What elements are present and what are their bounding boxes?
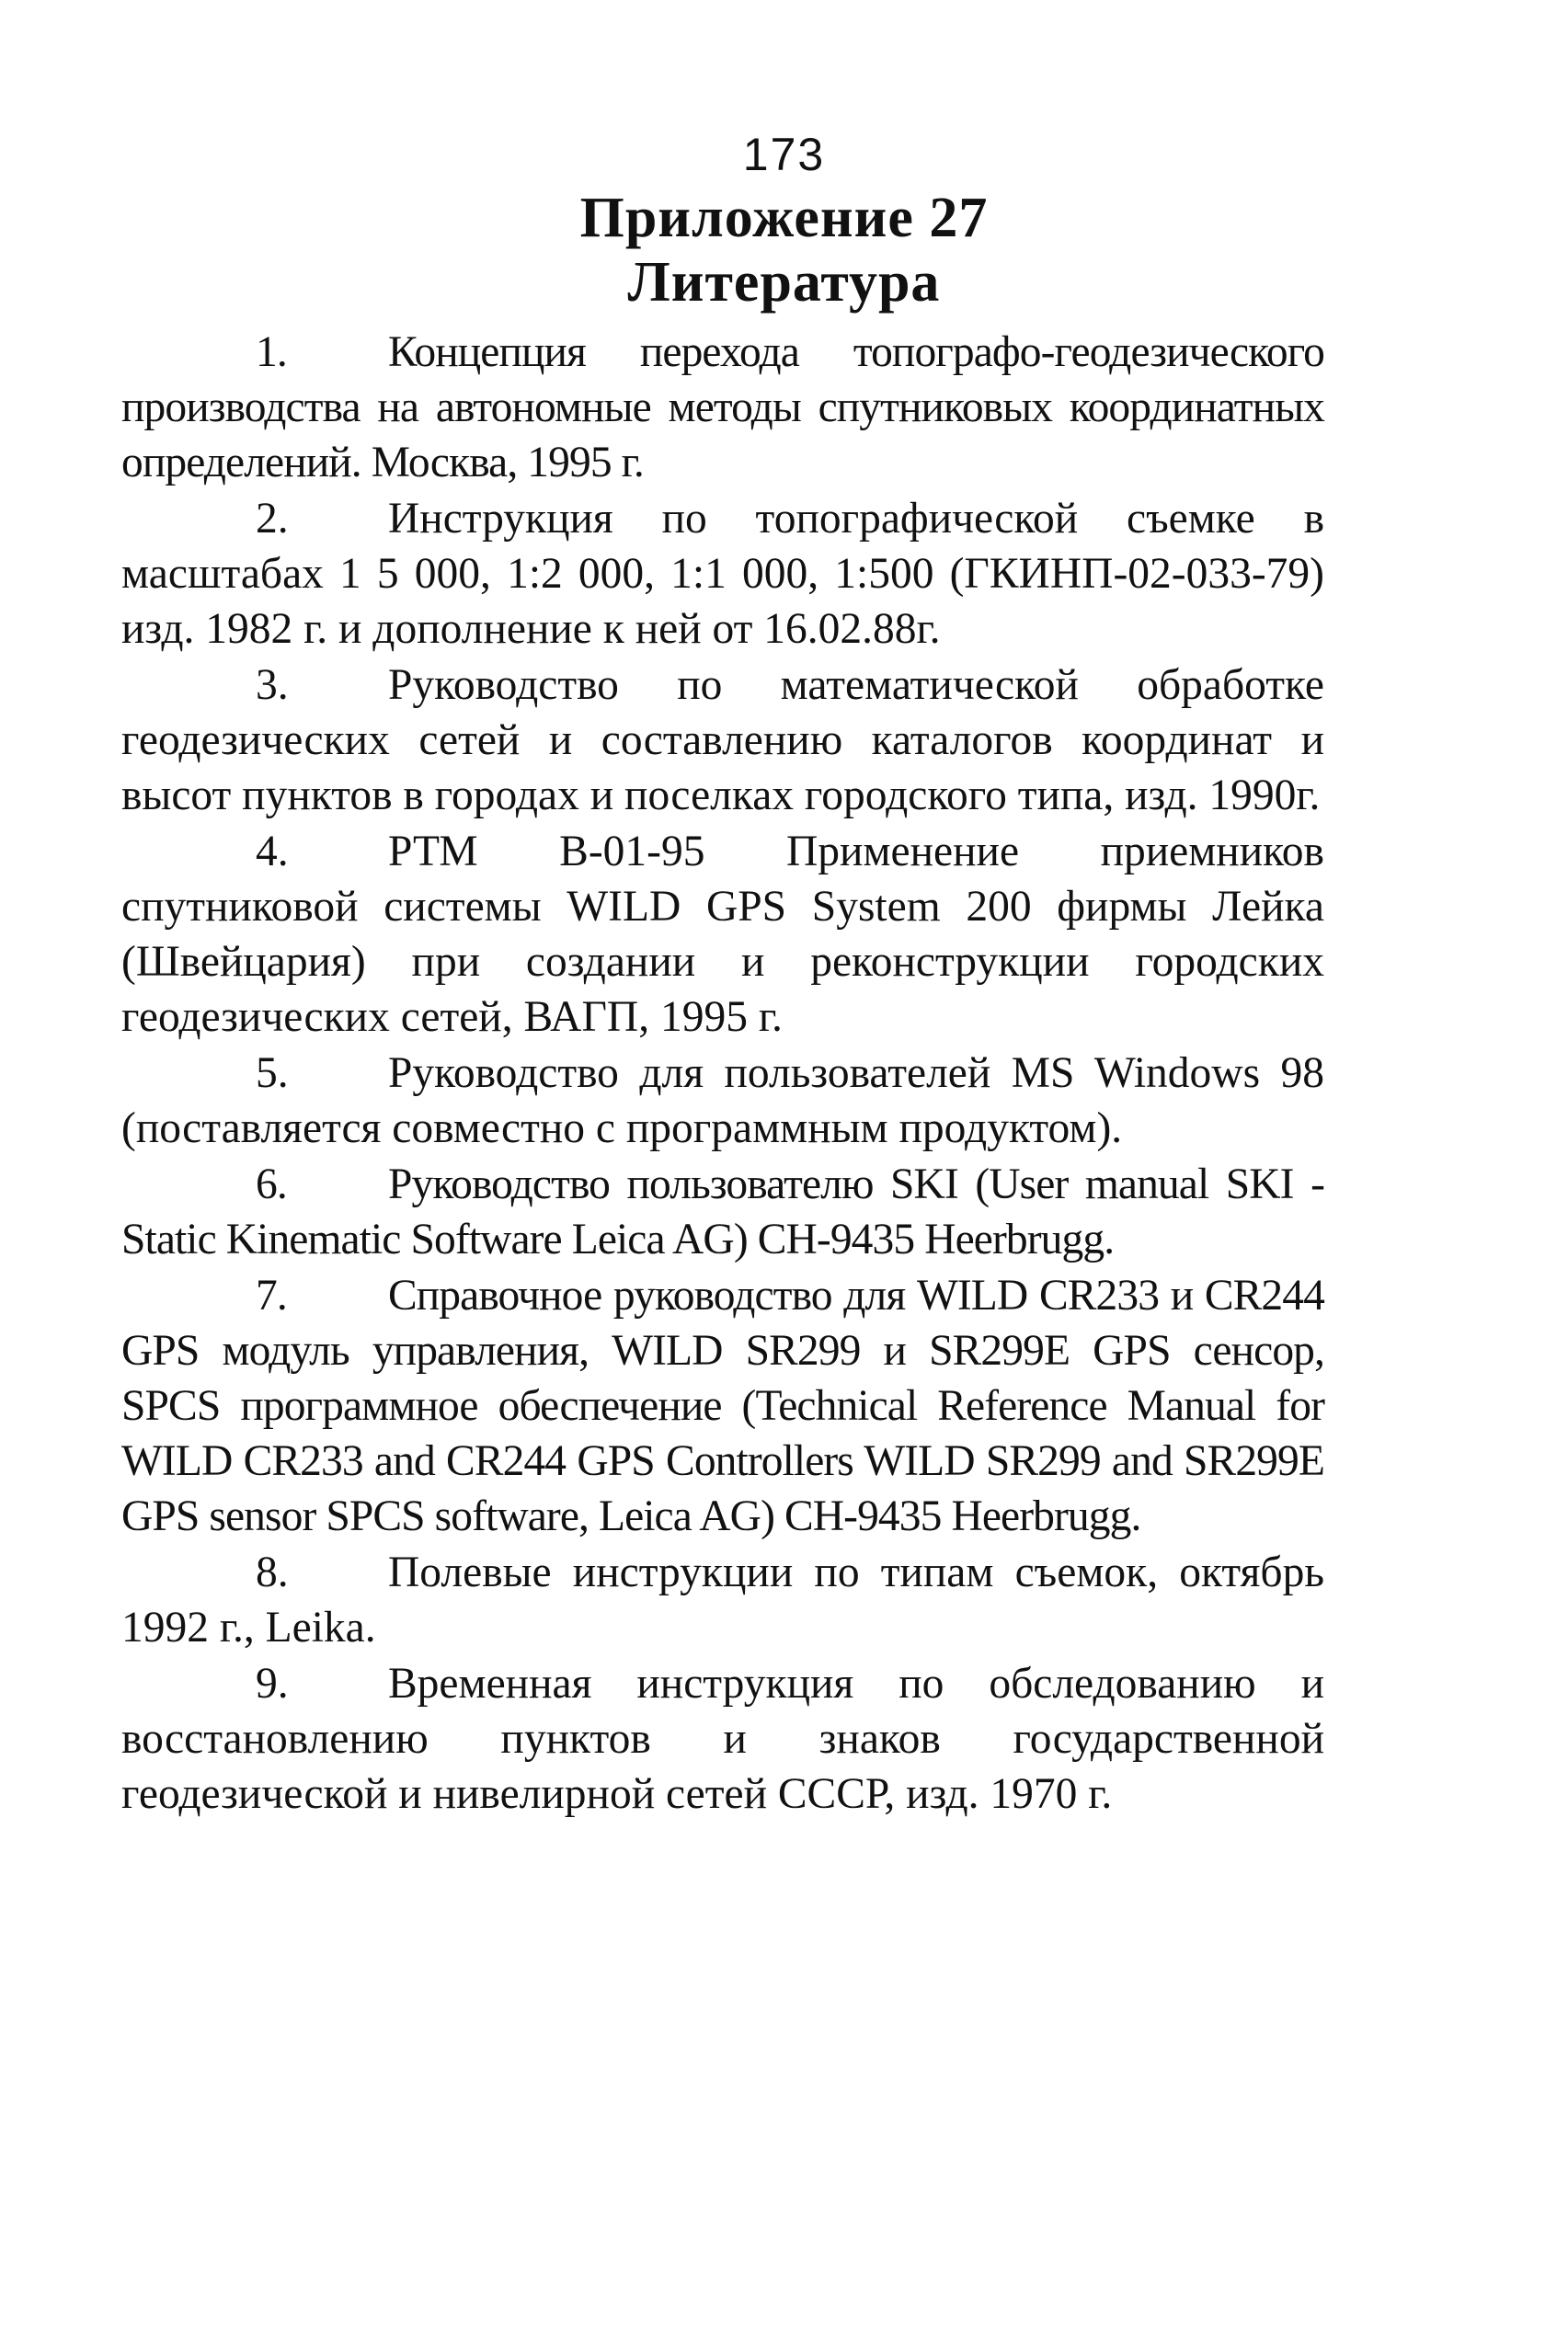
reference-item xyxy=(121,1656,1324,1822)
reference-list xyxy=(121,325,1324,1823)
reference-item xyxy=(121,325,1324,490)
reference-text: Руководство по математической обработке геодезических сетей и составлению каталогов координат и высот пунктов в городах и поселках городского типа, изд. 1990г. xyxy=(121,661,1324,819)
reference-number: 2. xyxy=(256,495,289,543)
reference-number: 8. xyxy=(256,1549,289,1596)
reference-item xyxy=(121,824,1324,1045)
reference-text: РТМ В-01-95 Применение приемников спутниковой системы WILD GPS System 200 фирмы Лейка (Швейцария) при создании и реконструкции городских геодезических сетей, ВАГП, 1995 г. xyxy=(121,828,1324,1041)
reference-item xyxy=(121,1046,1324,1156)
reference-item xyxy=(121,1268,1324,1544)
reference-number: 6. xyxy=(256,1160,287,1208)
reference-number: 4. xyxy=(256,828,289,875)
reference-text: Полевые инструкции по типам съемок, октябрь 1992 г., Leika. xyxy=(121,1549,1324,1652)
reference-item xyxy=(121,1545,1324,1655)
reference-number: 1. xyxy=(256,328,287,376)
page-number: 173 xyxy=(742,129,826,180)
reference-text: Руководство для пользователей MS Windows 98 (поставляется совместно с программным продуктом). xyxy=(121,1049,1324,1152)
reference-item xyxy=(121,657,1324,823)
reference-text: Временная инструкция по обследованию и восстановлению пунктов и знаков государственной геодезической и нивелирной сетей СССР, изд. 1970 г. xyxy=(121,1660,1324,1818)
reference-number: 5. xyxy=(256,1049,289,1097)
reference-text: Концепция перехода топографо-геодезического производства на автономные методы спутниковых координатных определений. Москва, 1995 г. xyxy=(121,328,1324,486)
reference-item xyxy=(121,491,1324,657)
page-title: Литература xyxy=(627,251,941,314)
reference-number: 9. xyxy=(256,1660,289,1708)
reference-item xyxy=(121,1157,1324,1267)
reference-number: 7. xyxy=(256,1272,287,1320)
reference-text: Руководство пользователю SKI (User manual SKI - Static Kinematic Software Leica AG) CH-9435 Heerbrugg. xyxy=(121,1160,1324,1263)
appendix-heading: Приложение 27 xyxy=(579,187,989,249)
reference-text: Инструкция по топографической съемке в масштабах 1 5 000, 1:2 000, 1:1 000, 1:500 (ГКИНП-02-033-79) изд. 1982 г. и дополнение к ней от 16.02.88г. xyxy=(121,495,1324,653)
reference-number: 3. xyxy=(256,661,289,709)
reference-text: Справочное руководство для WILD CR233 и CR244 GPS модуль управления, WILD SR299 и SR299E GPS сенсор, SPCS программное обеспечение (Technical Reference Manual for WILD CR233 and CR244 GPS Controllers WILD SR299 and SR299E GPS sensor SPCS software, Leica AG) CH-9435 Heerbrugg. xyxy=(121,1272,1324,1540)
